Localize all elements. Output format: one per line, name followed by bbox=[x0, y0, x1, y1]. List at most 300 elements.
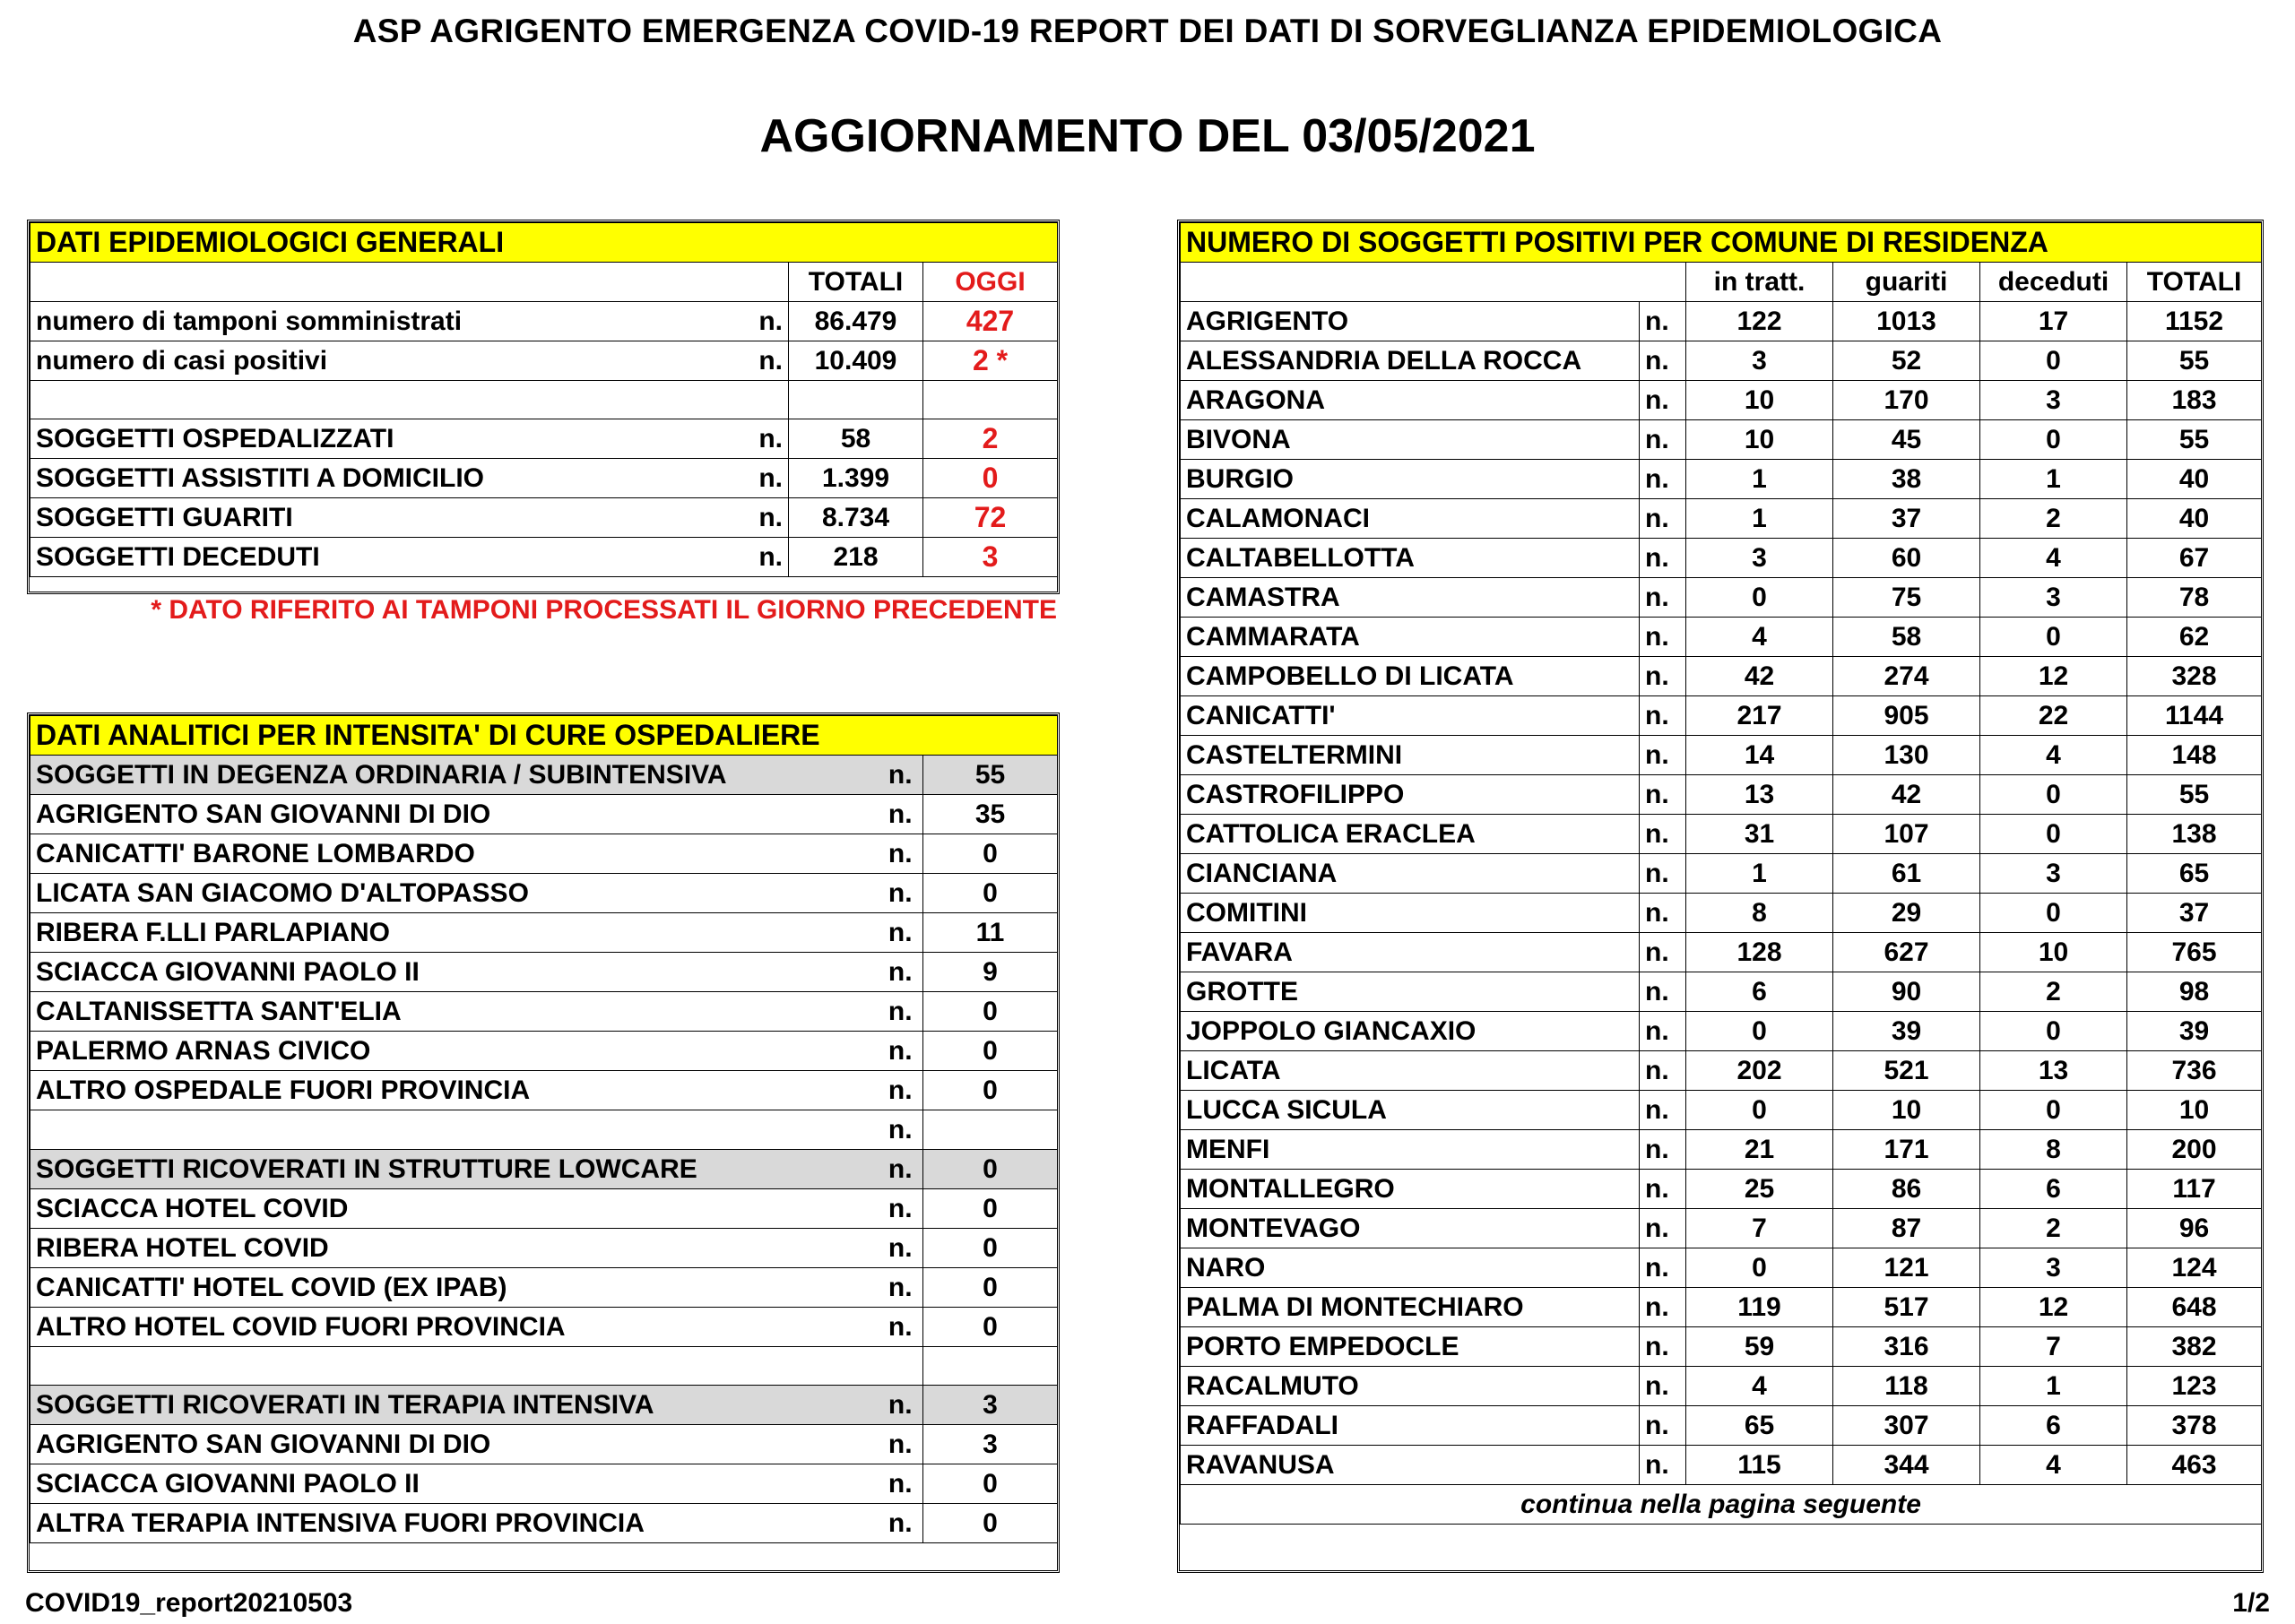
comune-name: AGRIGENTO bbox=[1181, 302, 1640, 341]
totali-value: 1.399 bbox=[789, 459, 923, 498]
row-label: LICATA SAN GIACOMO D'ALTOPASSO bbox=[30, 874, 879, 913]
guariti-value: 52 bbox=[1833, 341, 1980, 381]
hospital-section-row bbox=[30, 1150, 1058, 1189]
totali-value: 123 bbox=[2127, 1367, 2262, 1406]
general-row bbox=[30, 459, 1058, 498]
hospital-section-row bbox=[30, 756, 1058, 795]
spacer-cell bbox=[923, 1347, 1058, 1386]
comune-row bbox=[1181, 933, 2262, 972]
spacer-cell bbox=[30, 1110, 879, 1150]
guariti-value: 37 bbox=[1833, 499, 1980, 539]
unit-label: n. bbox=[879, 795, 923, 834]
deceduti-value: 0 bbox=[1980, 775, 2127, 815]
in-tratt-value: 0 bbox=[1686, 1091, 1833, 1130]
row-label: SOGGETTI GUARITI bbox=[30, 498, 753, 538]
comune-row bbox=[1181, 854, 2262, 894]
comune-name: CAMASTRA bbox=[1181, 578, 1640, 618]
totali-value: 55 bbox=[2127, 775, 2262, 815]
comune-row bbox=[1181, 1446, 2262, 1485]
in-tratt-value: 42 bbox=[1686, 657, 1833, 696]
comune-name: CATTOLICA ERACLEA bbox=[1181, 815, 1640, 854]
deceduti-value: 7 bbox=[1980, 1327, 2127, 1367]
hospital-row bbox=[30, 1032, 1058, 1071]
footnote: * DATO RIFERITO AI TAMPONI PROCESSATI IL GIORNO PRECEDENTE bbox=[151, 595, 1057, 625]
comuni-heading: NUMERO DI SOGGETTI POSITIVI PER COMUNE DI RESIDENZA bbox=[1181, 223, 2262, 263]
comune-name: CALTABELLOTTA bbox=[1181, 539, 1640, 578]
deceduti-value: 0 bbox=[1980, 1012, 2127, 1051]
comune-name: MONTALLEGRO bbox=[1181, 1170, 1640, 1209]
unit-label bbox=[879, 1347, 923, 1386]
guariti-value: 39 bbox=[1833, 1012, 1980, 1051]
deceduti-value: 3 bbox=[1980, 1248, 2127, 1288]
row-value: 55 bbox=[923, 756, 1058, 795]
totali-value: 39 bbox=[2127, 1012, 2262, 1051]
comune-name: MONTEVAGO bbox=[1181, 1209, 1640, 1248]
comune-name: ARAGONA bbox=[1181, 381, 1640, 420]
unit-label: n. bbox=[879, 874, 923, 913]
guariti-value: 29 bbox=[1833, 894, 1980, 933]
unit-label: n. bbox=[879, 1189, 923, 1229]
guariti-value: 42 bbox=[1833, 775, 1980, 815]
in-tratt-value: 4 bbox=[1686, 618, 1833, 657]
row-label: AGRIGENTO SAN GIOVANNI DI DIO bbox=[30, 1425, 879, 1464]
col-totali: TOTALI bbox=[789, 263, 923, 302]
unit-label: n. bbox=[879, 1464, 923, 1504]
deceduti-value: 3 bbox=[1980, 578, 2127, 618]
guariti-value: 118 bbox=[1833, 1367, 1980, 1406]
totali-value: 8.734 bbox=[789, 498, 923, 538]
comune-name: CAMMARATA bbox=[1181, 618, 1640, 657]
totali-value: 67 bbox=[2127, 539, 2262, 578]
row-label: SCIACCA GIOVANNI PAOLO II bbox=[30, 1464, 879, 1504]
unit-label: n. bbox=[879, 1229, 923, 1268]
spacer-row bbox=[30, 381, 1058, 419]
in-tratt-value: 0 bbox=[1686, 1248, 1833, 1288]
row-label: ALTRO OSPEDALE FUORI PROVINCIA bbox=[30, 1071, 879, 1110]
comune-row bbox=[1181, 499, 2262, 539]
totali-value: 40 bbox=[2127, 499, 2262, 539]
unit-label: n. bbox=[753, 302, 789, 341]
deceduti-value: 0 bbox=[1980, 894, 2127, 933]
comuni-table bbox=[1180, 222, 2262, 1525]
spacer-cell bbox=[789, 381, 923, 419]
deceduti-value: 6 bbox=[1980, 1406, 2127, 1446]
in-tratt-value: 65 bbox=[1686, 1406, 1833, 1446]
general-row bbox=[30, 341, 1058, 381]
in-tratt-value: 25 bbox=[1686, 1170, 1833, 1209]
general-data-heading: DATI EPIDEMIOLOGICI GENERALI bbox=[30, 223, 1058, 263]
in-tratt-value: 202 bbox=[1686, 1051, 1833, 1091]
oggi-value: 3 bbox=[923, 538, 1058, 577]
in-tratt-value: 8 bbox=[1686, 894, 1833, 933]
unit-label: n. bbox=[879, 1425, 923, 1464]
unit-label: n. bbox=[1640, 972, 1686, 1012]
totali-value: 40 bbox=[2127, 460, 2262, 499]
spacer-cell bbox=[30, 381, 789, 419]
comune-row bbox=[1181, 341, 2262, 381]
guariti-value: 316 bbox=[1833, 1327, 1980, 1367]
comune-name: GROTTE bbox=[1181, 972, 1640, 1012]
totali-value: 148 bbox=[2127, 736, 2262, 775]
comune-row bbox=[1181, 696, 2262, 736]
unit-label: n. bbox=[1640, 341, 1686, 381]
comune-name: RAFFADALI bbox=[1181, 1406, 1640, 1446]
comune-row bbox=[1181, 618, 2262, 657]
guariti-value: 38 bbox=[1833, 460, 1980, 499]
unit-label: n. bbox=[1640, 1367, 1686, 1406]
unit-label: n. bbox=[753, 419, 789, 459]
in-tratt-value: 13 bbox=[1686, 775, 1833, 815]
in-tratt-value: 115 bbox=[1686, 1446, 1833, 1485]
col-in-tratt: in tratt. bbox=[1686, 263, 1833, 302]
row-value: 0 bbox=[923, 1150, 1058, 1189]
row-value: 11 bbox=[923, 913, 1058, 953]
unit-label: n. bbox=[879, 1110, 923, 1150]
guariti-value: 86 bbox=[1833, 1170, 1980, 1209]
unit-label: n. bbox=[879, 953, 923, 992]
hospital-data-table bbox=[30, 715, 1058, 1543]
row-value: 0 bbox=[923, 992, 1058, 1032]
unit-label: n. bbox=[879, 913, 923, 953]
hospital-section-row bbox=[30, 1386, 1058, 1425]
in-tratt-value: 3 bbox=[1686, 341, 1833, 381]
in-tratt-value: 4 bbox=[1686, 1367, 1833, 1406]
general-row bbox=[30, 419, 1058, 459]
in-tratt-value: 217 bbox=[1686, 696, 1833, 736]
in-tratt-value: 31 bbox=[1686, 815, 1833, 854]
unit-label: n. bbox=[1640, 894, 1686, 933]
totali-value: 124 bbox=[2127, 1248, 2262, 1288]
deceduti-value: 8 bbox=[1980, 1130, 2127, 1170]
unit-label: n. bbox=[753, 538, 789, 577]
guariti-value: 170 bbox=[1833, 381, 1980, 420]
comune-name: LUCCA SICULA bbox=[1181, 1091, 1640, 1130]
general-row bbox=[30, 538, 1058, 577]
comune-name: CALAMONACI bbox=[1181, 499, 1640, 539]
guariti-value: 517 bbox=[1833, 1288, 1980, 1327]
deceduti-value: 3 bbox=[1980, 381, 2127, 420]
totali-value: 55 bbox=[2127, 420, 2262, 460]
spacer-cell bbox=[923, 1110, 1058, 1150]
comune-row bbox=[1181, 972, 2262, 1012]
spacer-cell bbox=[30, 1347, 879, 1386]
row-value: 3 bbox=[923, 1386, 1058, 1425]
totali-value: 10.409 bbox=[789, 341, 923, 381]
unit-label: n. bbox=[1640, 618, 1686, 657]
guariti-value: 87 bbox=[1833, 1209, 1980, 1248]
deceduti-value: 1 bbox=[1980, 1367, 2127, 1406]
deceduti-value: 0 bbox=[1980, 618, 2127, 657]
in-tratt-value: 10 bbox=[1686, 420, 1833, 460]
unit-label: n. bbox=[879, 1386, 923, 1425]
col-deceduti: deceduti bbox=[1980, 263, 2127, 302]
comune-row bbox=[1181, 1051, 2262, 1091]
report-title: ASP AGRIGENTO EMERGENZA COVID-19 REPORT DEI DATI DI SORVEGLIANZA EPIDEMIOLOGICA bbox=[352, 13, 1943, 49]
in-tratt-value: 59 bbox=[1686, 1327, 1833, 1367]
unit-label: n. bbox=[1640, 1051, 1686, 1091]
hospital-row bbox=[30, 795, 1058, 834]
oggi-value: 2 bbox=[923, 419, 1058, 459]
unit-label: n. bbox=[1640, 1091, 1686, 1130]
row-label: PALERMO ARNAS CIVICO bbox=[30, 1032, 879, 1071]
totali-value: 382 bbox=[2127, 1327, 2262, 1367]
comune-name: CAMPOBELLO DI LICATA bbox=[1181, 657, 1640, 696]
hospital-row bbox=[30, 953, 1058, 992]
deceduti-value: 12 bbox=[1980, 1288, 2127, 1327]
footer-filename: COVID19_report20210503 bbox=[25, 1588, 353, 1618]
deceduti-value: 3 bbox=[1980, 854, 2127, 894]
totali-value: 1144 bbox=[2127, 696, 2262, 736]
totali-value: 200 bbox=[2127, 1130, 2262, 1170]
hospital-row bbox=[30, 1425, 1058, 1464]
unit-label: n. bbox=[879, 992, 923, 1032]
hospital-row bbox=[30, 1229, 1058, 1268]
row-value: 0 bbox=[923, 1268, 1058, 1308]
totali-value: 328 bbox=[2127, 657, 2262, 696]
totali-value: 648 bbox=[2127, 1288, 2262, 1327]
unit-label: n. bbox=[1640, 460, 1686, 499]
unit-label: n. bbox=[1640, 1327, 1686, 1367]
comune-row bbox=[1181, 1406, 2262, 1446]
deceduti-value: 13 bbox=[1980, 1051, 2127, 1091]
hospital-row bbox=[30, 1504, 1058, 1543]
hospital-row bbox=[30, 834, 1058, 874]
unit-label: n. bbox=[1640, 1130, 1686, 1170]
totali-value: 463 bbox=[2127, 1446, 2262, 1485]
in-tratt-value: 119 bbox=[1686, 1288, 1833, 1327]
in-tratt-value: 7 bbox=[1686, 1209, 1833, 1248]
deceduti-value: 17 bbox=[1980, 302, 2127, 341]
spacer-row bbox=[30, 1110, 1058, 1150]
in-tratt-value: 1 bbox=[1686, 854, 1833, 894]
comune-name: CANICATTI' bbox=[1181, 696, 1640, 736]
oggi-value: 72 bbox=[923, 498, 1058, 538]
comune-row bbox=[1181, 1327, 2262, 1367]
unit-label: n. bbox=[1640, 1446, 1686, 1485]
in-tratt-value: 0 bbox=[1686, 1012, 1833, 1051]
col-guariti: guariti bbox=[1833, 263, 1980, 302]
row-label: AGRIGENTO SAN GIOVANNI DI DIO bbox=[30, 795, 879, 834]
in-tratt-value: 3 bbox=[1686, 539, 1833, 578]
totali-value: 58 bbox=[789, 419, 923, 459]
row-label: SOGGETTI RICOVERATI IN STRUTTURE LOWCARE bbox=[30, 1150, 879, 1189]
row-label: numero di tamponi somministrati bbox=[30, 302, 753, 341]
totali-value: 138 bbox=[2127, 815, 2262, 854]
deceduti-value: 2 bbox=[1980, 972, 2127, 1012]
row-value: 35 bbox=[923, 795, 1058, 834]
deceduti-value: 2 bbox=[1980, 499, 2127, 539]
oggi-value: 0 bbox=[923, 459, 1058, 498]
comune-row bbox=[1181, 1130, 2262, 1170]
unit-label: n. bbox=[1640, 1170, 1686, 1209]
unit-label: n. bbox=[1640, 1288, 1686, 1327]
comune-name: ALESSANDRIA DELLA ROCCA bbox=[1181, 341, 1640, 381]
hospital-row bbox=[30, 1268, 1058, 1308]
deceduti-value: 0 bbox=[1980, 815, 2127, 854]
unit-label: n. bbox=[1640, 1248, 1686, 1288]
comune-name: CIANCIANA bbox=[1181, 854, 1640, 894]
unit-label: n. bbox=[879, 756, 923, 795]
spacer-cell bbox=[923, 381, 1058, 419]
deceduti-value: 1 bbox=[1980, 460, 2127, 499]
unit-label: n. bbox=[1640, 302, 1686, 341]
guariti-value: 45 bbox=[1833, 420, 1980, 460]
in-tratt-value: 122 bbox=[1686, 302, 1833, 341]
comune-row bbox=[1181, 775, 2262, 815]
deceduti-value: 0 bbox=[1980, 420, 2127, 460]
guariti-value: 344 bbox=[1833, 1446, 1980, 1485]
hospital-data-heading: DATI ANALITICI PER INTENSITA' DI CURE OSPEDALIERE bbox=[30, 716, 1058, 756]
comune-row bbox=[1181, 302, 2262, 341]
continue-row bbox=[1181, 1485, 2262, 1525]
hospital-row bbox=[30, 913, 1058, 953]
guariti-value: 274 bbox=[1833, 657, 1980, 696]
comune-name: JOPPOLO GIANCAXIO bbox=[1181, 1012, 1640, 1051]
totali-value: 62 bbox=[2127, 618, 2262, 657]
guariti-value: 1013 bbox=[1833, 302, 1980, 341]
unit-label: n. bbox=[1640, 854, 1686, 894]
comune-name: MENFI bbox=[1181, 1130, 1640, 1170]
hospital-row bbox=[30, 874, 1058, 913]
comune-row bbox=[1181, 657, 2262, 696]
guariti-value: 307 bbox=[1833, 1406, 1980, 1446]
totali-value: 78 bbox=[2127, 578, 2262, 618]
deceduti-value: 2 bbox=[1980, 1209, 2127, 1248]
comune-name: BIVONA bbox=[1181, 420, 1640, 460]
row-value: 0 bbox=[923, 1308, 1058, 1347]
row-label: SCIACCA HOTEL COVID bbox=[30, 1189, 879, 1229]
unit-label: n. bbox=[1640, 815, 1686, 854]
unit-label: n. bbox=[879, 1268, 923, 1308]
comune-row bbox=[1181, 578, 2262, 618]
footer-page-number: 1/2 bbox=[2232, 1588, 2270, 1618]
general-row bbox=[30, 498, 1058, 538]
deceduti-value: 0 bbox=[1980, 341, 2127, 381]
totali-value: 98 bbox=[2127, 972, 2262, 1012]
row-value: 0 bbox=[923, 874, 1058, 913]
comune-row bbox=[1181, 815, 2262, 854]
unit-label: n. bbox=[1640, 499, 1686, 539]
unit-label: n. bbox=[753, 341, 789, 381]
row-label: CANICATTI' BARONE LOMBARDO bbox=[30, 834, 879, 874]
in-tratt-value: 1 bbox=[1686, 460, 1833, 499]
unit-label: n. bbox=[879, 1032, 923, 1071]
general-row bbox=[30, 302, 1058, 341]
unit-label: n. bbox=[879, 1504, 923, 1543]
row-label: SOGGETTI ASSISTITI A DOMICILIO bbox=[30, 459, 753, 498]
guariti-value: 61 bbox=[1833, 854, 1980, 894]
totali-value: 218 bbox=[789, 538, 923, 577]
row-value: 0 bbox=[923, 834, 1058, 874]
comune-row bbox=[1181, 1012, 2262, 1051]
row-value: 9 bbox=[923, 953, 1058, 992]
guariti-value: 130 bbox=[1833, 736, 1980, 775]
totali-value: 736 bbox=[2127, 1051, 2262, 1091]
comune-name: RACALMUTO bbox=[1181, 1367, 1640, 1406]
hospital-row bbox=[30, 1464, 1058, 1504]
row-value: 0 bbox=[923, 1032, 1058, 1071]
hospital-row bbox=[30, 1308, 1058, 1347]
col-oggi: OGGI bbox=[923, 263, 1058, 302]
oggi-value: 2 * bbox=[923, 341, 1058, 381]
hospital-row bbox=[30, 1071, 1058, 1110]
row-value: 0 bbox=[923, 1464, 1058, 1504]
row-label: SOGGETTI DECEDUTI bbox=[30, 538, 753, 577]
unit-label: n. bbox=[879, 834, 923, 874]
comune-row bbox=[1181, 1248, 2262, 1288]
comune-name: COMITINI bbox=[1181, 894, 1640, 933]
row-label: CANICATTI' HOTEL COVID (EX IPAB) bbox=[30, 1268, 879, 1308]
totali-value: 10 bbox=[2127, 1091, 2262, 1130]
row-label: SOGGETTI IN DEGENZA ORDINARIA / SUBINTENSIVA bbox=[30, 756, 879, 795]
unit-label: n. bbox=[879, 1150, 923, 1189]
unit-label: n. bbox=[879, 1071, 923, 1110]
row-value: 0 bbox=[923, 1071, 1058, 1110]
unit-label: n. bbox=[879, 1308, 923, 1347]
row-label: RIBERA HOTEL COVID bbox=[30, 1229, 879, 1268]
comune-name: PORTO EMPEDOCLE bbox=[1181, 1327, 1640, 1367]
guariti-value: 58 bbox=[1833, 618, 1980, 657]
guariti-value: 90 bbox=[1833, 972, 1980, 1012]
comune-name: LICATA bbox=[1181, 1051, 1640, 1091]
totali-value: 96 bbox=[2127, 1209, 2262, 1248]
row-label: CALTANISSETTA SANT'ELIA bbox=[30, 992, 879, 1032]
guariti-value: 171 bbox=[1833, 1130, 1980, 1170]
unit-label: n. bbox=[1640, 1209, 1686, 1248]
row-value: 0 bbox=[923, 1504, 1058, 1543]
report-date-heading: AGGIORNAMENTO DEL 03/05/2021 bbox=[759, 110, 1536, 162]
continue-note: continua nella pagina seguente bbox=[1181, 1485, 2262, 1525]
oggi-value: 427 bbox=[923, 302, 1058, 341]
in-tratt-value: 6 bbox=[1686, 972, 1833, 1012]
deceduti-value: 4 bbox=[1980, 1446, 2127, 1485]
hospital-row bbox=[30, 992, 1058, 1032]
comune-row bbox=[1181, 894, 2262, 933]
in-tratt-value: 128 bbox=[1686, 933, 1833, 972]
row-label: ALTRO HOTEL COVID FUORI PROVINCIA bbox=[30, 1308, 879, 1347]
deceduti-value: 10 bbox=[1980, 933, 2127, 972]
comune-name: BURGIO bbox=[1181, 460, 1640, 499]
totali-value: 117 bbox=[2127, 1170, 2262, 1209]
totali-value: 65 bbox=[2127, 854, 2262, 894]
hospital-row bbox=[30, 1189, 1058, 1229]
spacer-row bbox=[30, 1347, 1058, 1386]
comune-row bbox=[1181, 460, 2262, 499]
in-tratt-value: 10 bbox=[1686, 381, 1833, 420]
unit-label: n. bbox=[1640, 933, 1686, 972]
comune-name: CASTELTERMINI bbox=[1181, 736, 1640, 775]
unit-label: n. bbox=[1640, 696, 1686, 736]
row-label: SOGGETTI RICOVERATI IN TERAPIA INTENSIVA bbox=[30, 1386, 879, 1425]
in-tratt-value: 21 bbox=[1686, 1130, 1833, 1170]
comune-row bbox=[1181, 420, 2262, 460]
unit-label: n. bbox=[1640, 736, 1686, 775]
row-label: numero di casi positivi bbox=[30, 341, 753, 381]
in-tratt-value: 0 bbox=[1686, 578, 1833, 618]
guariti-value: 905 bbox=[1833, 696, 1980, 736]
comune-row bbox=[1181, 381, 2262, 420]
in-tratt-value: 14 bbox=[1686, 736, 1833, 775]
deceduti-value: 12 bbox=[1980, 657, 2127, 696]
comune-row bbox=[1181, 539, 2262, 578]
col-totali-comuni: TOTALI bbox=[2127, 263, 2262, 302]
guariti-value: 10 bbox=[1833, 1091, 1980, 1130]
row-label: SCIACCA GIOVANNI PAOLO II bbox=[30, 953, 879, 992]
deceduti-value: 4 bbox=[1980, 539, 2127, 578]
unit-label: n. bbox=[1640, 657, 1686, 696]
general-data-table bbox=[30, 222, 1058, 577]
unit-label: n. bbox=[1640, 381, 1686, 420]
